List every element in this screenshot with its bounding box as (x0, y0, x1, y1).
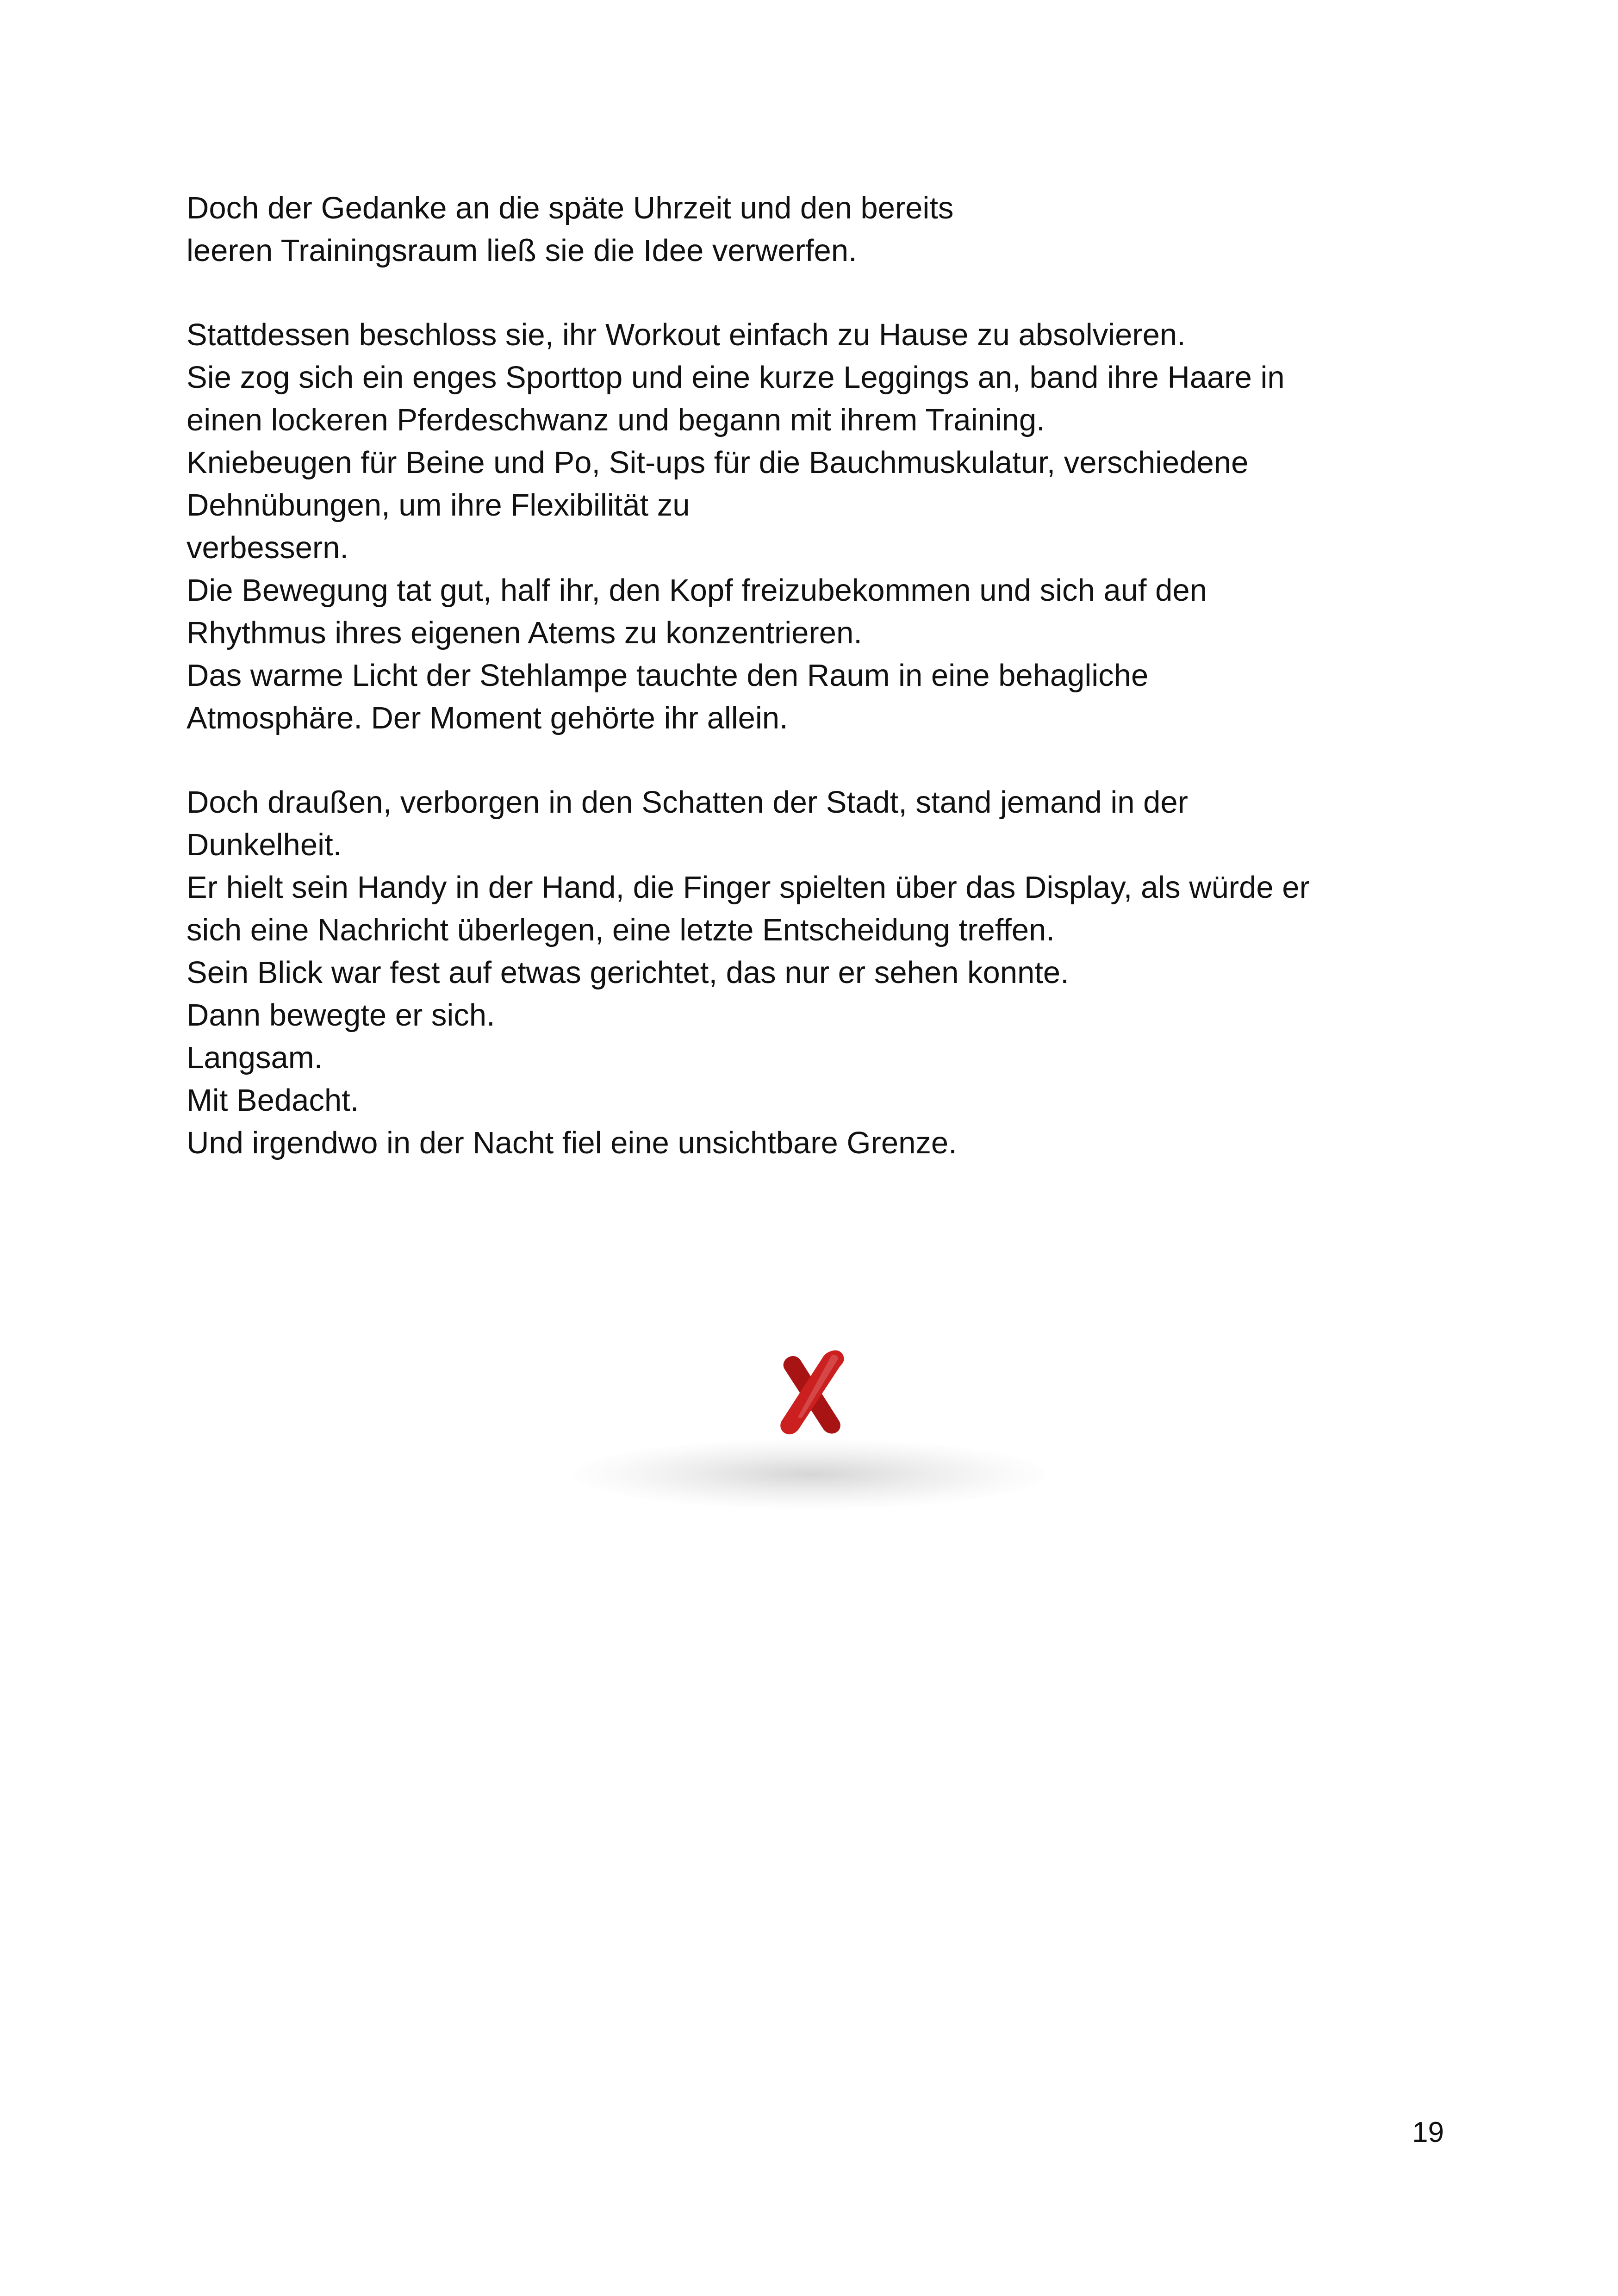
text-line: sich eine Nachricht überlegen, eine letzte Entscheidung treffen. (187, 913, 1055, 947)
text-line: Sein Blick war fest auf etwas gerichtet, das nur er sehen konnte. (187, 955, 1069, 990)
text-line: Dunkelheit. (187, 828, 342, 862)
text-line: einen lockeren Pferdeschwanz und begann mit ihrem Training. (187, 403, 1045, 437)
text-line: Dehnübungen, um ihre Flexibilität zu (187, 488, 690, 523)
page-number: 19 (1412, 2116, 1444, 2148)
paragraph-3 (187, 781, 1482, 1164)
mark-shadow (574, 1439, 1046, 1509)
section-divider-mark (574, 1347, 1046, 1523)
text-line: leeren Trainingsraum ließ sie die Idee verwerfen. (187, 233, 857, 268)
text-line: Kniebeugen für Beine und Po, Sit-ups für die Bauchmuskulatur, verschiedene (187, 445, 1249, 480)
text-line: Und irgendwo in der Nacht fiel eine unsichtbare Grenze. (187, 1126, 957, 1160)
paragraph-2 (187, 314, 1482, 740)
text-line: Atmosphäre. Der Moment gehörte ihr allein. (187, 701, 788, 735)
text-line: Doch der Gedanke an die späte Uhrzeit und den bereits (187, 191, 954, 225)
text-line: Doch draußen, verborgen in den Schatten der Stadt, stand jemand in der (187, 785, 1188, 820)
text-line: Er hielt sein Handy in der Hand, die Finger spielten über das Display, als würde er (187, 870, 1310, 905)
red-x-mark-icon (771, 1347, 849, 1439)
text-line: Das warme Licht der Stehlampe tauchte den Raum in eine behagliche (187, 658, 1149, 693)
text-line: Langsam. (187, 1040, 323, 1075)
paragraph-1 (187, 187, 1482, 272)
text-line: Sie zog sich ein enges Sporttop und eine kurze Leggings an, band ihre Haare in (187, 360, 1285, 395)
text-line: Die Bewegung tat gut, half ihr, den Kopf freizubekommen und sich auf den (187, 573, 1207, 608)
text-line: verbessern. (187, 530, 349, 565)
text-line: Dann bewegte er sich. (187, 998, 495, 1033)
text-line: Stattdessen beschloss sie, ihr Workout einfach zu Hause zu absolvieren. (187, 317, 1186, 352)
text-line: Rhythmus ihres eigenen Atems zu konzentrieren. (187, 616, 862, 650)
text-line: Mit Bedacht. (187, 1083, 359, 1118)
